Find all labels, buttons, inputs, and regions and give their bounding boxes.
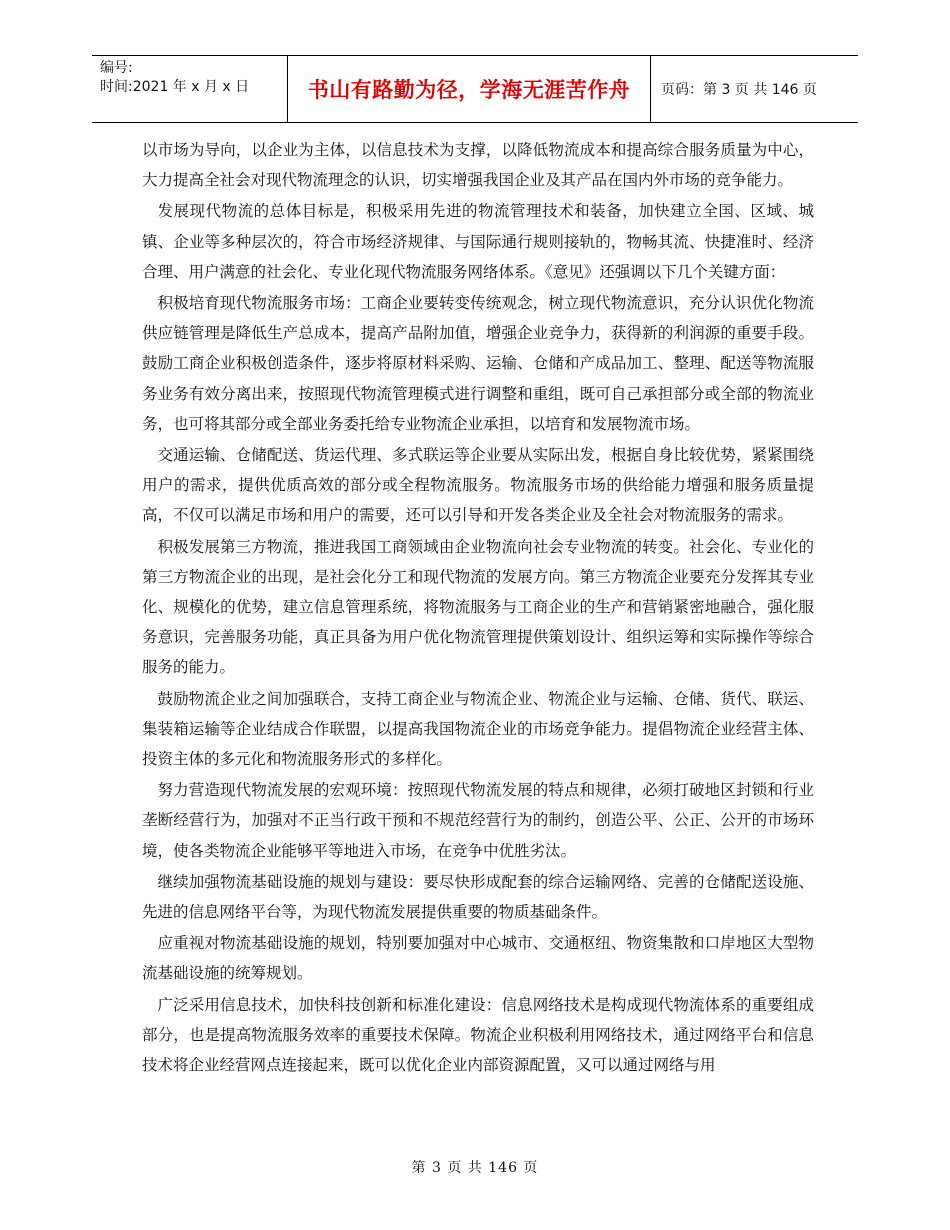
header-meta bbox=[92, 56, 288, 122]
paragraph: 以市场为导向，以企业为主体，以信息技术为支撑，以降低物流成本和提高综合服务质量为中心，大力提高全社会对现代物流理念的认识，切实增强我国企业及其产品在国内外市场的竞争能力。 bbox=[142, 141, 814, 190]
paragraph: 鼓励物流企业之间加强联合，支持工商企业与物流企业、物流企业与运输、仓储、货代、联运、集装箱运输等企业结成合作联盟，以提高我国物流企业的市场竞争能力。提倡物流企业经营主体、投资主体的多元化和物流服务形式的多样化。 bbox=[142, 689, 814, 769]
paragraph: 积极发展第三方物流，推进我国工商领域由企业物流向社会专业物流的转变。社会化、专业化的第三方物流企业的出现，是社会化分工和现代物流的发展方向。第三方物流企业要充分发挥其专业化、规模化的优势，建立信息管理系统，将物流服务与工商企业的生产和营销紧密地融合，强化服务意识，完善服务功能，真正具备为用户优化物流管理提供策划设计、组织运筹和实际操作等综合服务的能力。 bbox=[142, 537, 814, 677]
paragraph: 交通运输、仓储配送、货运代理、多式联运等企业要从实际出发，根据自身比较优势，紧紧围绕用户的需求，提供优质高效的部分或全程物流服务。物流服务市场的供给能力增强和服务质量提高，不仅可以满足市场和用户的需要，还可以引导和开发各类企业及全社会对物流服务的需求。 bbox=[142, 446, 814, 525]
paragraph: 广泛采用信息技术，加快科技创新和标准化建设：信息网络技术是构成现代物流体系的重要组成部分，也是提高物流服务效率的重要技术保障。物流企业积极利用网络技术，通过网络平台和信息技术将企业经营网点连接起来，既可以优化企业内部资源配置，又可以通过网络与用 bbox=[142, 995, 814, 1075]
paragraph: 发展现代物流的总体目标是，积极采用先进的物流管理技术和装备，加快建立全国、区域、城镇、企业等多种层次的，符合市场经济规律、与国际通行规则接轨的，物畅其流、快捷准时、经济合理、用户满意的社会化、专业化现代物流服务网络体系。《意见》还强调以下几个关键方面： bbox=[142, 202, 814, 281]
document-body bbox=[142, 135, 814, 1081]
time-label: 时间:2021 年 x 月 x 日 bbox=[100, 79, 250, 95]
header-motto: 书山有路勤为径，学海无涯苦作舟 bbox=[288, 56, 651, 122]
page-footer: 第 3 页 共 146 页 bbox=[411, 1160, 539, 1176]
paragraph: 积极培育现代物流服务市场：工商企业要转变传统观念，树立现代物流意识，充分认识优化物流供应链管理是降低生产总成本，提高产品附加值，增强企业竞争力，获得新的利润源的重要手段。鼓励工商企业积极创造条件，逐步将原材料采购、运输、仓储和产成品加工、整理、配送等物流服务业务有效分离出来，按照现代物流管理模式进行调整和重组，既可自己承担部分或全部的物流业务，也可将其部分或全部业务委托给专业物流企业承担，以培育和发展物流市场。 bbox=[142, 294, 814, 433]
page-header bbox=[92, 55, 858, 123]
code-label: 编号: bbox=[100, 60, 133, 76]
paragraph: 继续加强物流基础设施的规划与建设：要尽快形成配套的综合运输网络、完善的仓储配送设施、先进的信息网络平台等，为现代物流发展提供重要的物质基础条件。 bbox=[142, 872, 814, 922]
paragraph: 应重视对物流基础设施的规划，特别要加强对中心城市、交通枢纽、物资集散和口岸地区大型物流基础设施的统筹规划。 bbox=[142, 934, 814, 983]
paragraph: 努力营造现代物流发展的宏观环境：按照现代物流发展的特点和规律，必须打破地区封锁和行业垄断经营行为，加强对不正当行政干预和不规范经营行为的制约，创造公平、公正、公开的市场环境，使各类物流企业能够平等地进入市场，在竞争中优胜劣汰。 bbox=[142, 781, 814, 860]
header-page-info: 页码：第 3 页 共 146 页 bbox=[661, 82, 817, 98]
